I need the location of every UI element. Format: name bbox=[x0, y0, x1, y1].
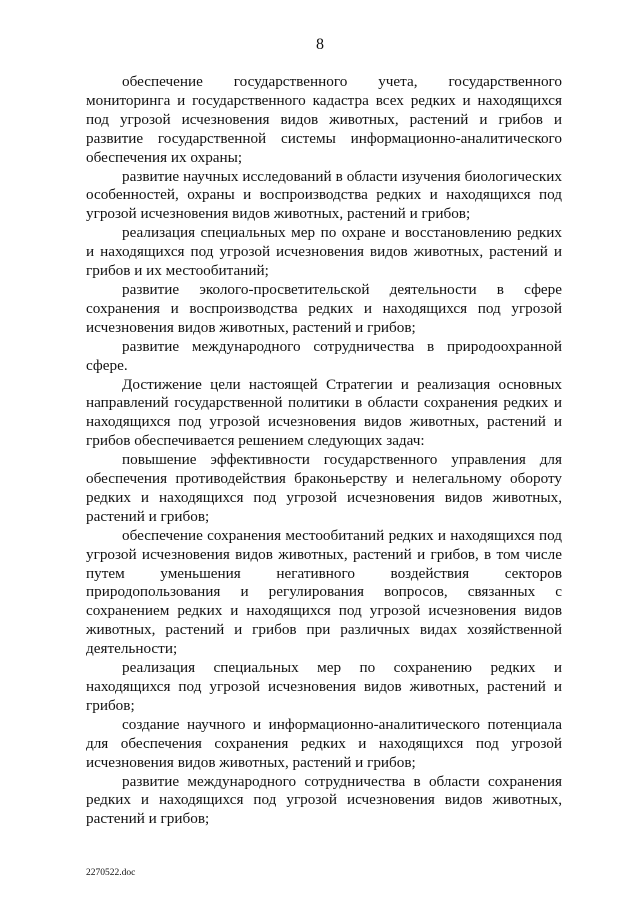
paragraph-8: обеспечение сохранения местообитаний редких и находящихся под угрозой исчезновения видов животных, растений и грибов, в том числе путем уменьшения негативного воздействия секторов природопользования и регулирования вопросов, связанных с сохранением редких и находящихся под угрозой исчезновения видов животных, растений и грибов при различных видах хозяйственной деятельности; bbox=[86, 526, 562, 658]
paragraph-6: Достижение цели настоящей Стратегии и реализация основных направлений государственной политики в области сохранения редких и находящихся под угрозой исчезновения видов животных, растений и грибов обеспечивается решением следующих задач: bbox=[86, 375, 562, 450]
body-text bbox=[86, 73, 562, 829]
paragraph-4: развитие эколого-просветительской деятельности в сфере сохранения и воспроизводства редких и находящихся под угрозой исчезновения видов животных, растений и грибов; bbox=[86, 280, 562, 336]
paragraph-3: реализация специальных мер по охране и восстановлению редких и находящихся под угрозой исчезновения видов животных, растений и грибов и их местообитаний; bbox=[86, 224, 562, 280]
page-number: 8 bbox=[316, 36, 324, 53]
paragraph-11: развитие международного сотрудничества в области сохранения редких и находящихся под угрозой исчезновения видов животных, растений и грибов; bbox=[86, 772, 562, 828]
paragraph-7: повышение эффективности государственного управления для обеспечения противодействия браконьерству и нелегальному обороту редких и находящихся под угрозой исчезновения видов животных, растений и грибов; bbox=[86, 451, 562, 525]
paragraph-1: обеспечение государственного учета, государственного мониторинга и государственного кадастра всех редких и находящихся под угрозой исчезновения видов животных, растений и грибов и развитие государственной системы информационно-аналитического обеспечения их охраны; bbox=[86, 73, 562, 166]
paragraph-2: развитие научных исследований в области изучения биологических особенностей, охраны и воспроизводства редких и находящихся под угрозой исчезновения видов животных, растений и грибов; bbox=[86, 167, 562, 223]
paragraph-5: развитие международного сотрудничества в природоохранной сфере. bbox=[86, 337, 562, 374]
paragraph-9: реализация специальных мер по сохранению редких и находящихся под угрозой исчезновения видов животных, растений и грибов; bbox=[86, 659, 562, 714]
paragraph-10: создание научного и информационно-аналитического потенциала для обеспечения сохранения редких и находящихся под угрозой исчезновения видов животных, растений и грибов; bbox=[86, 715, 562, 771]
footer-file-reference: 2270522.doc bbox=[86, 868, 136, 878]
